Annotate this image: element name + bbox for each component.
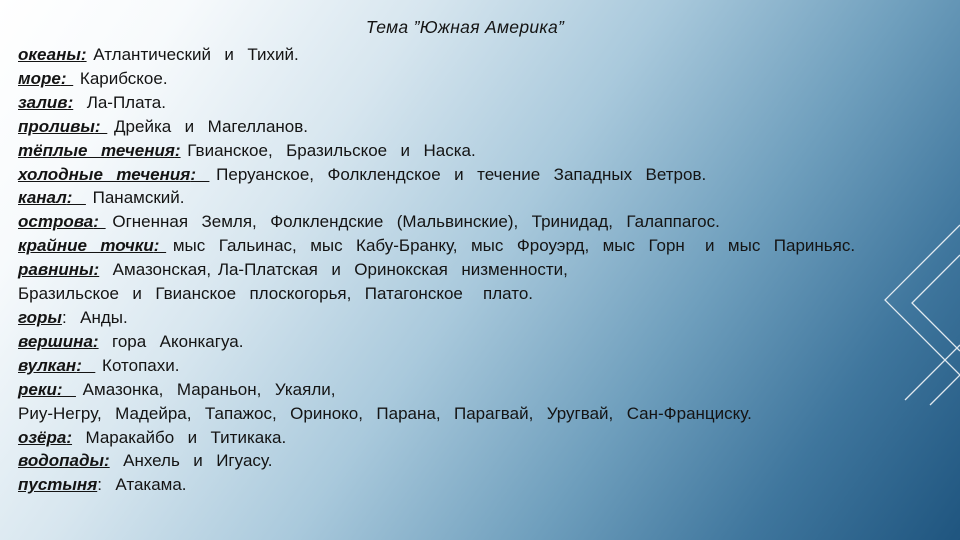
term-value: Ла-Плата. <box>73 92 166 112</box>
term-separator: : <box>153 236 167 256</box>
term-label: холодные течения <box>18 164 191 184</box>
list-item <box>18 115 878 139</box>
list-item <box>18 67 878 91</box>
term-label: озёра <box>18 427 67 447</box>
term-value: Анхель и Игуасу. <box>109 451 273 471</box>
term-label: пустыня <box>18 475 98 495</box>
term-value: : Анды. <box>61 307 128 327</box>
term-label: канал <box>18 188 67 208</box>
list-item <box>18 282 878 306</box>
term-label: равнины <box>18 260 94 280</box>
term-separator: : <box>93 260 100 280</box>
term-label: острова <box>18 212 94 232</box>
list-item <box>18 43 878 67</box>
term-value: Котопахи. <box>95 355 180 375</box>
term-label: крайние точки <box>18 236 154 256</box>
term-value: Огненная Земля, Фолклендские (Мальвинские), Тринидад, Галаппагос. <box>105 212 720 232</box>
term-label: океаны <box>18 45 81 64</box>
list-item <box>18 330 878 354</box>
list-item <box>18 306 878 330</box>
list-item <box>18 354 878 378</box>
list-item <box>18 426 878 450</box>
list-item <box>18 210 878 234</box>
list-item <box>18 402 878 426</box>
list-item <box>18 234 878 258</box>
term-label: тёплые течения <box>18 140 175 160</box>
term-separator: : <box>56 379 76 399</box>
list-item <box>18 258 878 282</box>
list-item <box>18 139 878 163</box>
term-label: водопады <box>18 451 104 471</box>
term-separator: : <box>190 164 210 184</box>
slide-title: Тема ”Южная Америка” <box>365 17 565 37</box>
term-label: залив <box>18 92 68 112</box>
topic-list <box>18 43 878 497</box>
term-value: Амазонская, Ла-Платская и Оринокская низменности, <box>99 260 568 280</box>
term-label: проливы <box>18 116 95 136</box>
term-separator: : <box>80 45 87 64</box>
term-label: горы <box>18 307 62 327</box>
term-value: Перуанское, Фолклендское и течение Западных Ветров. <box>209 164 707 184</box>
list-item <box>18 378 878 402</box>
list-item <box>18 163 878 187</box>
term-value: Риу-Негру, Мадейра, Тапажос, Ориноко, Парана, Парагвай, Уругвай, Сан-Франциску. <box>18 403 752 423</box>
term-value: Панамский. <box>85 188 185 208</box>
term-value: Атлантический и Тихий. <box>86 45 299 64</box>
term-value: гора Аконкагуа. <box>98 331 244 351</box>
list-item <box>18 449 878 473</box>
term-separator: : <box>66 188 86 208</box>
term-separator: : <box>93 212 106 232</box>
term-separator: : <box>94 116 108 136</box>
term-value: Амазонка, Мараньон, Укаяли, <box>75 379 336 399</box>
term-value: : Атакама. <box>97 475 187 495</box>
term-separator: : <box>92 331 99 351</box>
term-separator: : <box>76 355 96 375</box>
term-separator: : <box>60 68 74 88</box>
term-label: реки <box>18 379 57 399</box>
list-item <box>18 186 878 210</box>
term-label: вершина <box>18 331 93 351</box>
term-value: Маракайбо и Титикака. <box>72 427 287 447</box>
term-value: Бразильское и Гвианское плоскогорья, Патагонское плато. <box>18 284 533 304</box>
term-separator: : <box>66 427 73 447</box>
term-label: море <box>18 68 61 88</box>
term-label: вулкан <box>18 355 77 375</box>
term-separator: : <box>67 92 74 112</box>
list-item <box>18 473 878 497</box>
term-value: мыс Гальинас, мыс Кабу-Бранку, мыс Фроуэрд, мыс Горн и мыс Париньяс. <box>166 236 856 256</box>
term-value: Дрейка и Магелланов. <box>107 116 309 136</box>
term-value: Гвианское, Бразильское и Наска. <box>180 140 476 160</box>
term-value: Карибское. <box>73 68 168 88</box>
list-item <box>18 91 878 115</box>
term-separator: : <box>174 140 181 160</box>
term-separator: : <box>104 451 110 471</box>
